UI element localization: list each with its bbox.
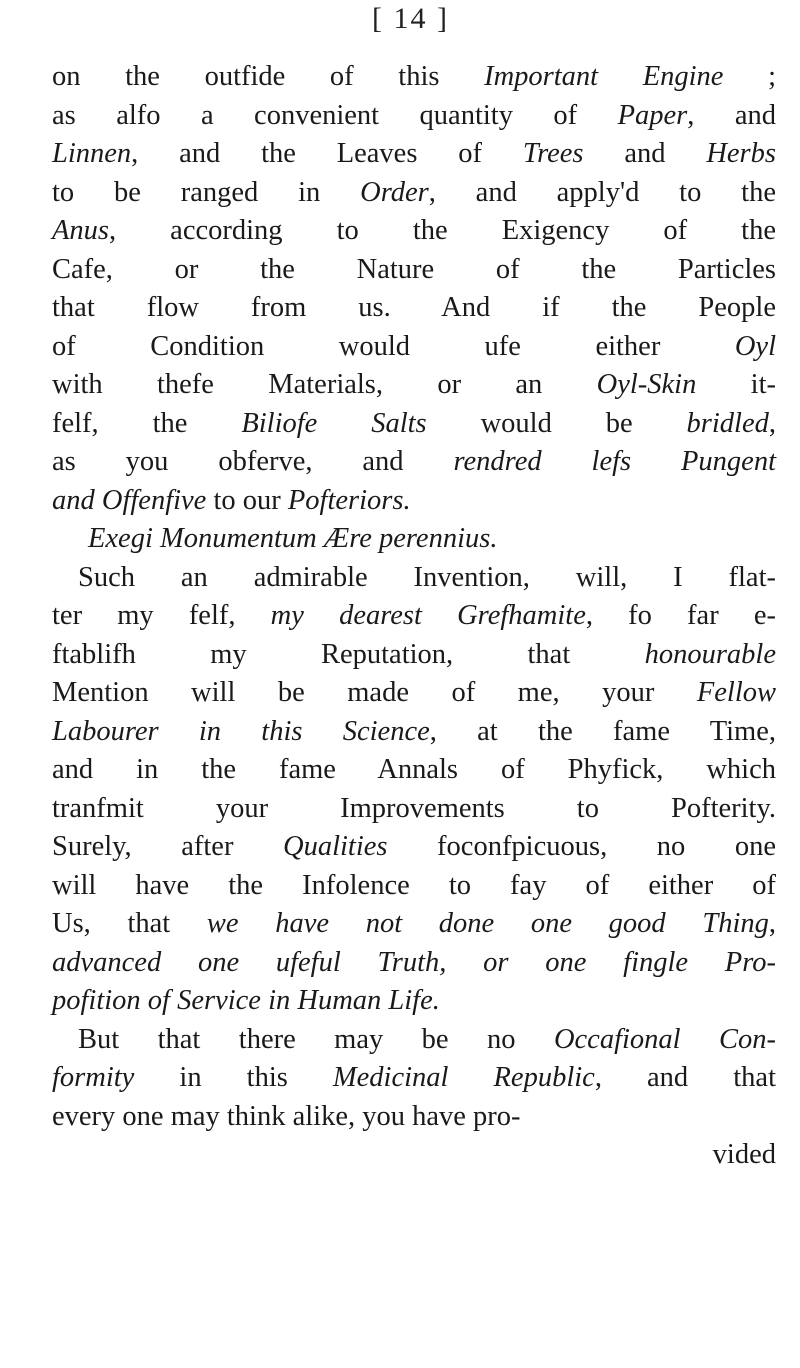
text-line	[52, 905, 776, 944]
text-line	[52, 597, 776, 636]
italic-run: Fellow	[696, 677, 776, 708]
text-run: tranfmit your Improvements to Pofterity.	[52, 792, 776, 824]
italic-run: Important Engine	[484, 61, 724, 92]
text-run: , and that	[594, 1062, 776, 1093]
text-run: of Condition would ufe either	[52, 330, 735, 362]
italic-run: we have not done one good Thing	[206, 908, 769, 939]
paragraph-2	[52, 559, 776, 1021]
italic-run: my dearest Grefhamite	[270, 600, 586, 631]
italic-run: Qualities	[283, 831, 388, 862]
italic-run: Oyl-Skin	[596, 369, 697, 400]
text-run: will have the Infolence to fay of either of	[52, 869, 776, 901]
text-run: that flow from us. And if the People	[52, 292, 776, 323]
text-line	[52, 559, 776, 598]
italic-run: Trees	[522, 138, 584, 169]
text-run: ter my felf,	[52, 600, 271, 631]
text-run: , and the Leaves of	[131, 138, 523, 169]
text-line	[52, 636, 776, 675]
italic-run: Linnen	[52, 138, 132, 169]
text-line	[52, 867, 776, 906]
italic-run: Biliofe Salts	[241, 407, 427, 439]
text-line	[52, 366, 776, 405]
text-run: as you obferve, and	[52, 446, 454, 477]
text-line	[52, 1098, 776, 1137]
text-line	[52, 790, 776, 829]
text-run: Cafe, or the Nature of the Particles	[52, 253, 776, 285]
text-run: ;	[723, 61, 776, 92]
text-run: , and	[687, 99, 776, 131]
text-run: with thefe Materials, or an	[52, 369, 597, 400]
italic-run: Oyl	[734, 330, 776, 362]
text-line	[52, 1059, 776, 1098]
italic-run: Labourer in this Science	[52, 715, 430, 747]
text-line	[52, 674, 776, 713]
text-run: , and apply'd to the	[428, 176, 777, 208]
text-run: on the outfide of this	[52, 61, 485, 92]
text-run: Surely, after	[52, 831, 283, 862]
text-run: Such an admirable Invention, will, I flat-	[78, 561, 776, 593]
text-line	[52, 1021, 776, 1060]
italic-run: advanced one ufeful Truth, or one fingle Pro-	[52, 946, 776, 978]
text-run: felf, the	[52, 407, 242, 439]
text-line	[52, 289, 776, 328]
body-text	[52, 58, 776, 1175]
text-run: But that there may be no	[78, 1023, 554, 1055]
italic-run: bridled	[686, 407, 769, 439]
text-run: would be	[426, 407, 687, 439]
text-line	[52, 97, 776, 136]
text-run: foconfpicuous, no one	[387, 831, 776, 862]
text-line	[52, 251, 776, 290]
text-line	[52, 328, 776, 367]
text-line	[52, 58, 776, 97]
text-line	[52, 174, 776, 213]
text-line	[52, 482, 776, 521]
text-line	[52, 212, 776, 251]
italic-run: honourable	[644, 638, 776, 670]
italic-run: pofition of Service in Human Life.	[52, 985, 440, 1016]
paragraph-1	[52, 58, 776, 520]
text-run: , at the fame Time,	[429, 715, 776, 747]
text-line	[52, 944, 776, 983]
italic-run: rendred lefs Pungent	[453, 446, 776, 477]
text-run: ftablifh my Reputation, that	[52, 638, 645, 670]
italic-run: formity	[52, 1062, 135, 1093]
italic-run: and Offenfive	[52, 484, 207, 516]
text-line	[52, 713, 776, 752]
text-run: and in the fame Annals of Phyfick, which	[52, 754, 776, 785]
text-run: Us, that	[52, 908, 207, 939]
text-run: it-	[696, 369, 776, 400]
text-run: as alfo a convenient quantity of	[52, 99, 618, 131]
text-run: every one may think alike, you have pro-	[52, 1100, 521, 1132]
text-run: ,	[768, 407, 776, 439]
text-line	[52, 405, 776, 444]
catchword: vided	[712, 1139, 776, 1170]
text-line	[52, 751, 776, 790]
italic-run: Occafional Con-	[553, 1023, 777, 1055]
paragraph-3	[52, 1021, 776, 1137]
text-run: ,	[768, 908, 776, 939]
text-line	[52, 828, 776, 867]
text-run: in this	[134, 1062, 333, 1093]
page-number: [ 14 ]	[372, 2, 449, 35]
italic-run: Herbs	[706, 138, 776, 169]
text-run: to our	[206, 484, 288, 516]
text-run: , fo far e-	[585, 600, 776, 631]
text-run: Mention will be made of me, your	[52, 677, 697, 708]
italic-run: Order	[360, 176, 429, 208]
text-run: to be ranged in	[52, 176, 361, 208]
italic-run: Anus	[52, 215, 109, 246]
text-line	[52, 982, 776, 1021]
text-line	[52, 443, 776, 482]
italic-run: Paper	[617, 99, 688, 131]
text-run: and	[583, 138, 707, 169]
text-run: , according to the Exigency of the	[109, 215, 776, 246]
latin-quotation: Exegi Monumentum Ære perennius.	[88, 523, 498, 554]
text-line	[52, 135, 776, 174]
italic-run: Medicinal Republic	[332, 1062, 595, 1093]
italic-run: Pofteriors.	[287, 484, 411, 516]
